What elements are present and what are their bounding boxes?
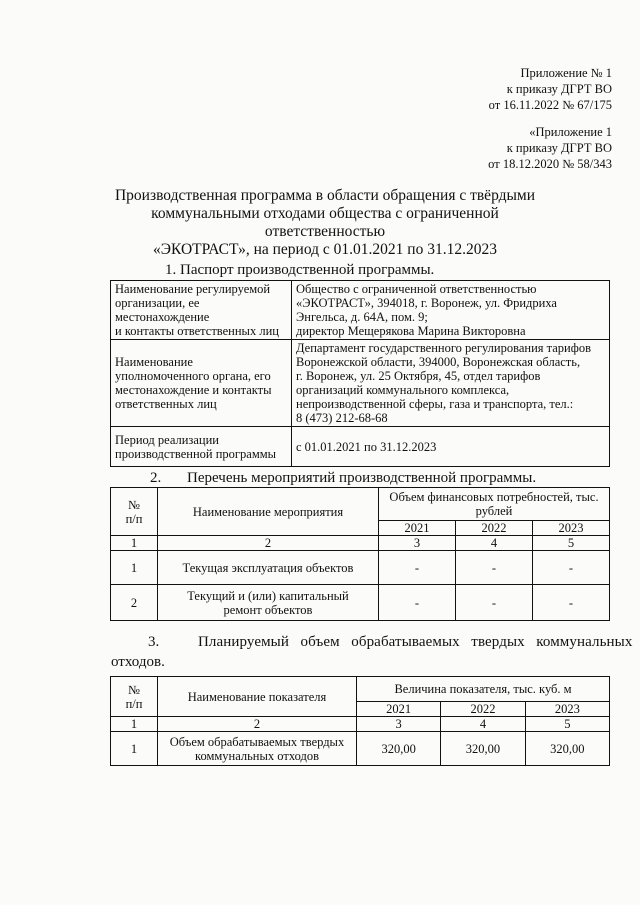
col-group-header [379,488,610,521]
row-name [158,585,379,621]
row-no: 1 [111,732,158,766]
table-row [111,281,610,340]
cell-line: коммунальных отходов [195,748,319,763]
cell-line: п/п [125,511,143,526]
document-title [110,187,540,259]
cell-line: производственной программы [115,446,277,461]
index-cell: 2 [158,717,357,732]
passport-table [110,280,610,467]
col-group-header: Величина показателя, тыс. куб. м [357,677,610,702]
appendix-1-line: Приложение № 1 [520,66,612,80]
cell-line: непроизводственной сферы, газа и транспорта, тел.: [296,397,574,411]
index-cell: 4 [441,717,525,732]
cell-line: директор Мещерякова Марина Викторовна [296,324,526,338]
title-line: коммунальными отходами общества с ограниченной ответственностью [151,205,499,240]
cell-line: Наименование регулируемой [115,282,271,296]
col-name-header: Наименование показателя [158,677,357,717]
cell-line: организаций коммунального комплекса, [296,383,510,397]
title-line: Производственная программа в области обращения с твёрдыми [114,187,536,204]
index-cell: 3 [357,717,441,732]
appendix-2-line: «Приложение 1 [529,125,612,139]
row-value: - [379,551,456,585]
row-value: 320,00 [525,732,609,766]
row-value: 320,00 [441,732,525,766]
cell-line: Период реализации [115,432,219,447]
year-header: 2023 [533,521,610,536]
table-row [111,427,610,467]
cell-line: уполномоченного органа, его [115,369,271,383]
passport-value-cell [292,340,610,427]
year-header: 2023 [525,702,609,717]
cell-line: и контакты ответственных лиц [115,324,279,338]
index-cell: 2 [158,536,379,551]
row-value: - [533,585,610,621]
col-no-header [111,488,158,536]
appendix-1-line: от 16.11.2022 № 67/175 [488,98,612,112]
year-header: 2022 [456,521,533,536]
cell-line: Воронежской области, 394000, Воронежская область, [296,355,581,369]
row-value: - [456,585,533,621]
row-value: - [533,551,610,585]
appendix-1-note [489,65,612,113]
cell-line: ремонт объектов [223,602,313,617]
cell-line: местонахождение [115,310,210,324]
appendix-2-line: от 18.12.2020 № 58/343 [488,157,612,171]
index-row [111,536,610,551]
table-row [111,585,610,621]
cell-line: ответственных лиц [115,397,217,411]
index-cell: 5 [533,536,610,551]
passport-label-cell [111,340,292,427]
cell-line: Объем финансовых потребностей, тыс. [389,490,599,504]
section-2-number: 2. [150,470,162,486]
measures-table [110,487,610,621]
row-no: 1 [111,551,158,585]
title-line: «ЭКОТРАСТ», на период с 01.01.2021 по 31.12.2023 [153,241,497,258]
cell-line: Объем обрабатываемых твердых [169,734,345,749]
passport-value-cell [292,281,610,340]
row-value: 320,00 [357,732,441,766]
cell-line: с 01.01.2021 по 31.12.2023 [296,439,437,454]
cell-line: № [128,497,140,512]
cell-line: Департамент государственного регулирования тарифов [296,341,591,355]
table-row [111,677,610,702]
cell-line: г. Воронеж, ул. 25 Октября, 45, отдел тарифов [296,369,541,383]
year-header: 2021 [357,702,441,717]
table-row [111,551,610,585]
index-cell: 1 [111,536,158,551]
cell-line: местонахождение и контакты [115,383,272,397]
table-row [111,340,610,427]
cell-line: рублей [475,504,513,518]
passport-value-cell [292,427,610,467]
year-header: 2022 [441,702,525,717]
section-3-heading-cont: отходов. [111,654,165,670]
cell-line: организации, ее [115,296,200,310]
cell-line: п/п [125,696,143,711]
waste-volume-table [110,676,610,766]
passport-label-cell [111,281,292,340]
passport-label-cell [111,427,292,467]
col-name-header: Наименование мероприятия [158,488,379,536]
row-no: 2 [111,585,158,621]
section-1-heading: 1. Паспорт производственной программы. [165,262,435,278]
section-2-heading: Перечень мероприятий производственной программы. [187,470,537,486]
appendix-1-line: к приказу ДГРТ ВО [506,82,612,96]
index-cell: 5 [525,717,609,732]
cell-line: Наименование [115,355,193,369]
cell-line: Общество с ограниченной ответственностью [296,282,537,296]
index-cell: 1 [111,717,158,732]
table-row [111,732,610,766]
cell-line: 8 (473) 212-68-68 [296,411,388,425]
row-name [158,732,357,766]
index-cell: 4 [456,536,533,551]
cell-line: № [128,682,140,697]
row-value: - [456,551,533,585]
row-name: Текущая эксплуатация объектов [158,551,379,585]
cell-line: Энгельса, д. 64А, пом. 9; [296,310,428,324]
section-3-heading: Планируемый объем обрабатываемых твердых коммунальных [198,634,633,650]
cell-line: Текущий и (или) капитальный [187,588,349,603]
table-row [111,488,610,521]
row-value: - [379,585,456,621]
section-3-number: 3. [148,634,160,650]
index-row [111,717,610,732]
appendix-2-note [488,124,612,172]
appendix-2-line: к приказу ДГРТ ВО [506,141,612,155]
year-header: 2021 [379,521,456,536]
cell-line: «ЭКОТРАСТ», 394018, г. Воронеж, ул. Фридриха [296,296,557,310]
index-cell: 3 [379,536,456,551]
col-no-header [111,677,158,717]
